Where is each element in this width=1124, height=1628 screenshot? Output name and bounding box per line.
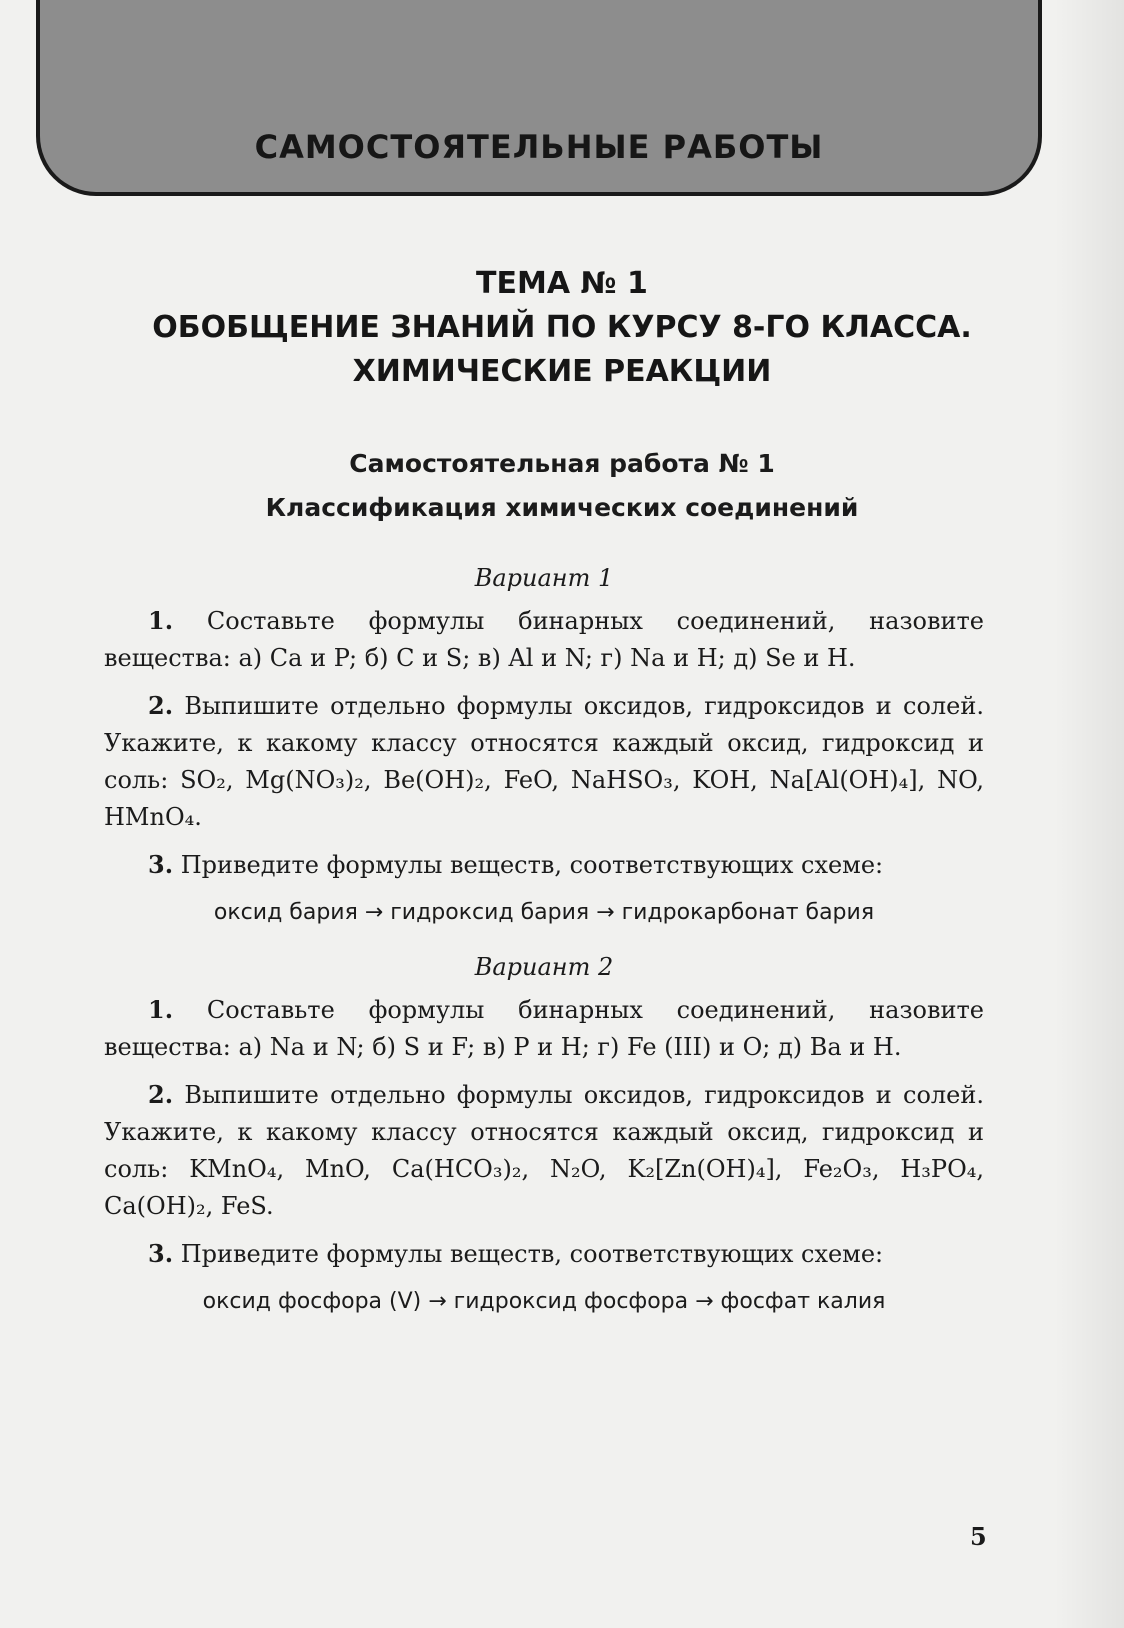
task-number: 1. [148,606,174,635]
task-number: 2. [148,1080,174,1109]
topic-title-line2: ХИМИЧЕСКИЕ РЕАКЦИИ [352,354,772,389]
variant-2-label: Вариант 2 [474,953,614,981]
section-banner [36,0,1042,196]
page-edge-shadow [1054,0,1124,1628]
task-text: Составьте формулы бинарных соединений, назовите вещества: а) Ca и P; б) C и S; в) Al и N; г) Na и H; д) Se и H. [104,607,984,672]
tasks-content [104,560,984,1338]
variant-2-task-3 [104,1235,984,1273]
task-text: Выпишите отдельно формулы оксидов, гидроксидов и солей. Укажите, к какому классу относятся каждый оксид, гидроксид и соль: KMnO₄, MnO, Ca(HCO₃)₂, N₂O, K₂[Zn(OH)₄], Fe₂O₃, H₃PO₄, Ca(OH)₂, FeS. [104,1081,984,1220]
task-number: 3. [148,1239,174,1268]
variant-2-scheme: оксид фосфора (V) → гидроксид фосфора → фосфат калия [202,1289,886,1314]
variant-1-task-2 [104,687,984,836]
topic-number: ТЕМА № 1 [476,266,648,301]
task-text: Приведите формулы веществ, соответствующих схеме: [180,1240,884,1268]
task-number: 3. [148,850,174,879]
variant-2-task-2 [104,1076,984,1225]
task-text: Приведите формулы веществ, соответствующих схеме: [180,851,884,879]
task-text: Составьте формулы бинарных соединений, назовите вещества: а) Na и N; б) S и F; в) P и H; г) Fe (III) и O; д) Ba и H. [104,996,984,1061]
variant-1-task-1 [104,602,984,677]
work-subtitle: Классификация химических соединений [265,493,859,522]
topic-heading [60,262,1064,394]
work-heading [60,442,1064,530]
variant-1-label: Вариант 1 [474,564,614,592]
section-title: САМОСТОЯТЕЛЬНЫЕ РАБОТЫ [254,128,824,166]
task-number: 1. [148,995,174,1024]
variant-1-task-3 [104,846,984,884]
topic-title-line1: ОБОБЩЕНИЕ ЗНАНИЙ ПО КУРСУ 8-ГО КЛАССА. [152,310,972,345]
variant-1-scheme: оксид бария → гидроксид бария → гидрокарбонат бария [213,900,875,925]
page-number: 5 [970,1522,987,1551]
task-number: 2. [148,691,174,720]
task-text: Выпишите отдельно формулы оксидов, гидроксидов и солей. Укажите, к какому классу относятся каждый оксид, гидроксид и соль: SO₂, Mg(NO₃)₂, Be(OH)₂, FeO, NaHSO₃, KOH, Na[Al(OH)₄], NO, HMnO₄. [104,692,984,831]
variant-2-task-1 [104,991,984,1066]
work-number: Самостоятельная работа № 1 [349,449,775,478]
